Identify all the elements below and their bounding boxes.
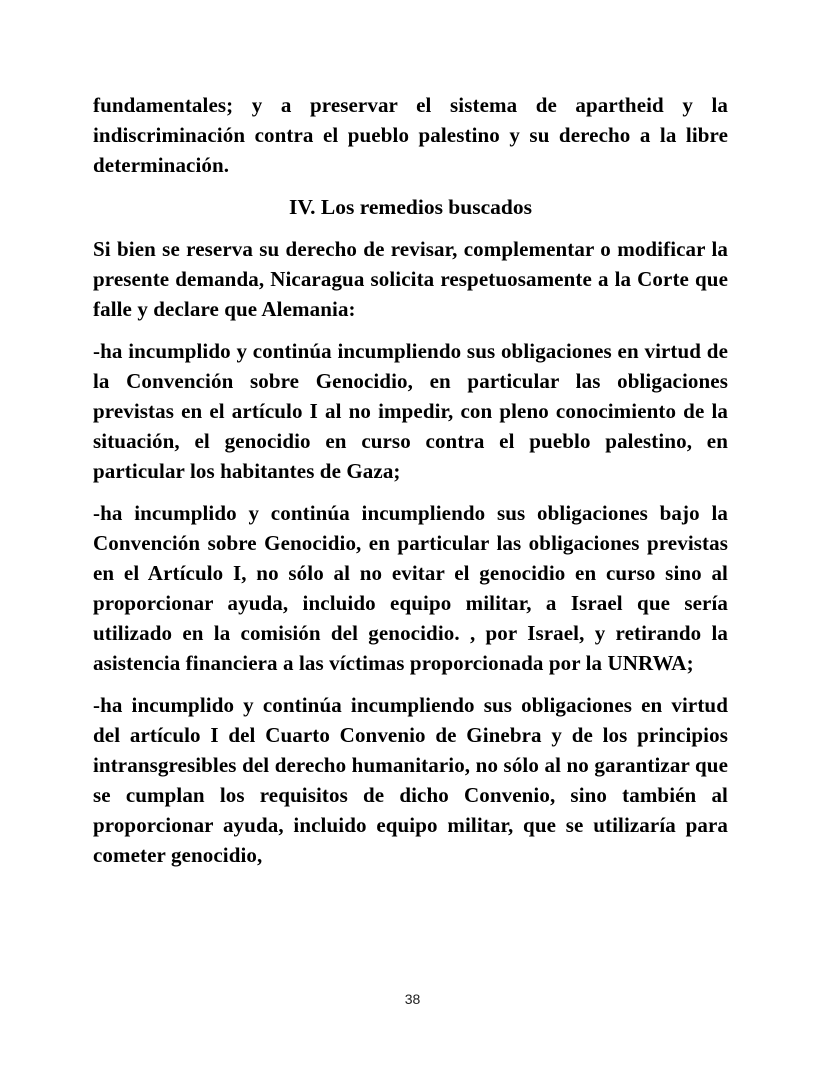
paragraph-continuation: fundamentales; y a preservar el sistema de apartheid y la indiscriminación contra el pueblo palestino y su derecho a la libre determinación.: [93, 93, 728, 177]
page-number: 38: [404, 991, 421, 1007]
paragraph-claim-aid-israel: -ha incumplido y continúa incumpliendo sus obligaciones bajo la Convención sobre Genocidio, en particular las obligaciones previstas en el Artículo I, no sólo al no evitar el genocidio en curso sino al proporcionar ayuda, incluido equipo militar, a Israel que sería utilizado en la comisión del genocidio. , por Israel, y retirando la asistencia financiera a las víctimas proporcionada por la UNRWA;: [93, 501, 728, 675]
paragraph-claim-geneva-convention: -ha incumplido y continúa incumpliendo sus obligaciones en virtud del artículo I del Cuarto Convenio de Ginebra y de los principios intransgresibles del derecho humanitario, no sólo al no garantizar que se cumplan los requisitos de dicho Convenio, sino también al proporcionar ayuda, incluido equipo militar, que se utilizaría para cometer genocidio,: [93, 693, 728, 867]
section-heading: IV. Los remedios buscados: [289, 195, 532, 219]
paragraph-intro-remedies: Si bien se reserva su derecho de revisar, complementar o modificar la presente demanda, Nicaragua solicita respetuosamente a la Corte que falle y declare que Alemania:: [93, 237, 728, 321]
paragraph-claim-genocide-convention: -ha incumplido y continúa incumpliendo sus obligaciones en virtud de la Convención sobre Genocidio, en particular las obligaciones previstas en el artículo I al no impedir, con pleno conocimiento de la situación, el genocidio en curso contra el pueblo palestino, en particular los habitantes de Gaza;: [93, 339, 728, 483]
